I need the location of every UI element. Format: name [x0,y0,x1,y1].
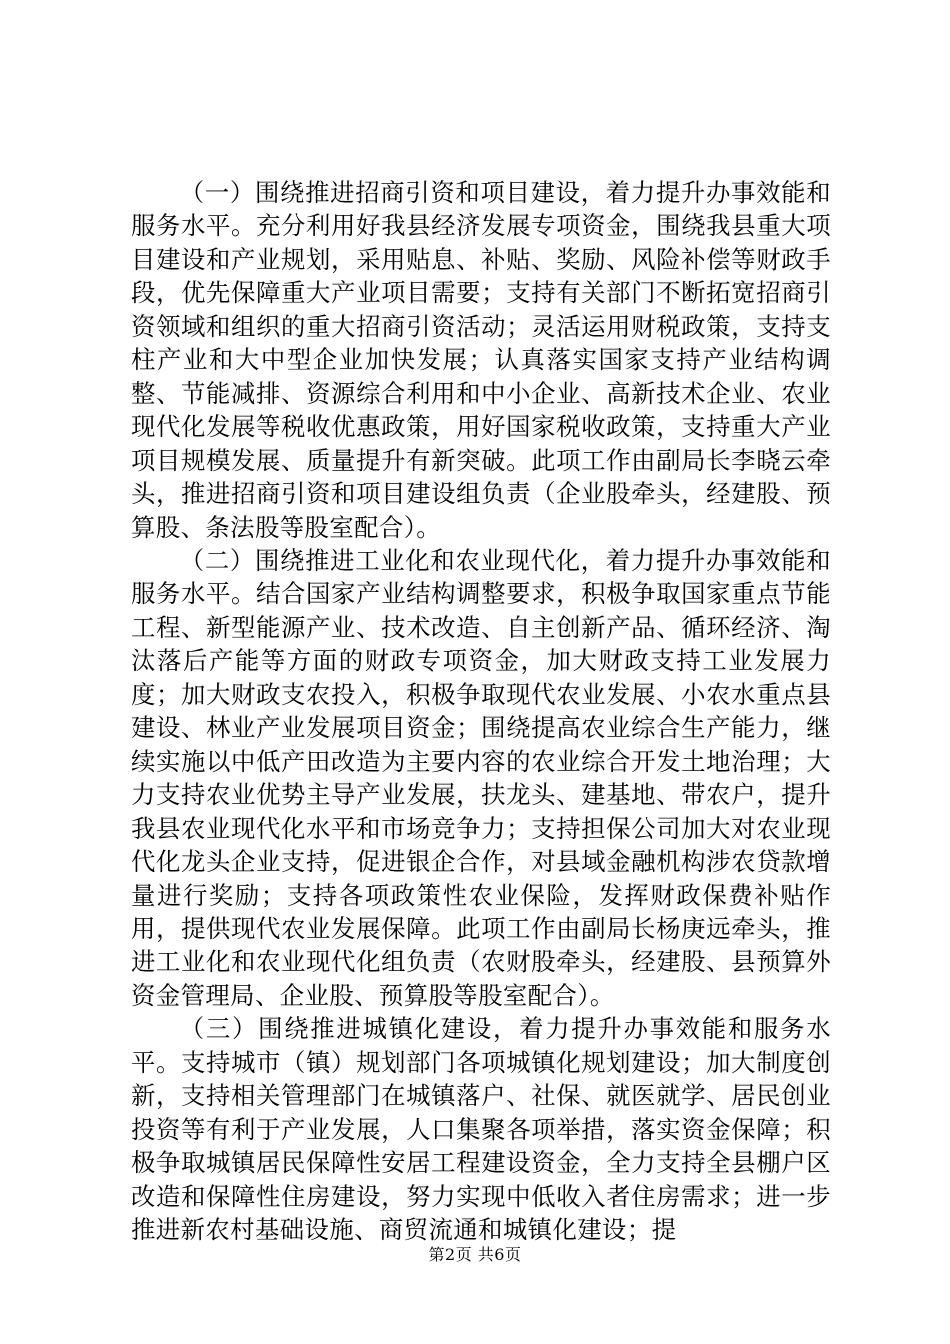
paragraph-1: （一）围绕推进招商引资和项目建设，着力提升办事效能和服务水平。充分利用好我县经济发展专项资金，围绕我县重大项目建设和产业规划，采用贴息、补贴、奖励、风险补偿等财政手段，优先保障重大产业项目需要；支持有关部门不断拓宽招商引资领域和组织的重大招商引资活动；灵活运用财税政策，支持支柱产业和大中型企业加快发展；认真落实国家支持产业结构调整、节能减排、资源综合利用和中小企业、高新技术企业、农业现代化发展等税收优惠政策，用好国家税收政策，支持重大产业项目规模发展、质量提升有新突破。此项工作由副局长李晓云牵头，推进招商引资和项目建设组负责（企业股牵头，经建股、预算股、条法股等股室配合）。 [131,178,831,542]
page-footer: 第2页 共6页 [428,1245,522,1264]
document-body [131,176,831,1247]
paragraph-3: （三）围绕推进城镇化建设，着力提升办事效能和服务水平。支持城市（镇）规划部门各项城镇化规划建设；加大制度创新，支持相关管理部门在城镇落户、社保、就医就学、居民创业投资等有利于产业发展，人口集聚各项举措，落实资金保障；积极争取城镇居民保障性安居工程建设资金，全力支持全县棚户区改造和保障性住房建设，努力实现中低收入者住房需求；进一步推进新农村基础设施、商贸流通和城镇化建设；提 [131,1014,831,1245]
paragraph-2: （二）围绕推进工业化和农业现代化，着力提升办事效能和服务水平。结合国家产业结构调整要求，积极争取国家重点节能工程、新型能源产业、技术改造、自主创新产品、循环经济、淘汰落后产能等方面的财政专项资金，加大财政支持工业发展力度；加大财政支农投入，积极争取现代农业发展、小农水重点县建设、林业产业发展项目资金；围绕提高农业综合生产能力，继续实施以中低产田改造为主要内容的农业综合开发土地治理；大力支持农业优势主导产业发展，扶龙头、建基地、带农户，提升我县农业现代化水平和市场竞争力；支持担保公司加大对农业现代化龙头企业支持，促进银企合作，对县域金融机构涉农贷款增量进行奖励；支持各项政策性农业保险，发挥财政保费补贴作用，提供现代农业发展保障。此项工作由副局长杨庚远牵头，推进工业化和农业现代化组负责（农财股牵头，经建股、县预算外资金管理局、企业股、预算股等股室配合）。 [131,545,831,1010]
